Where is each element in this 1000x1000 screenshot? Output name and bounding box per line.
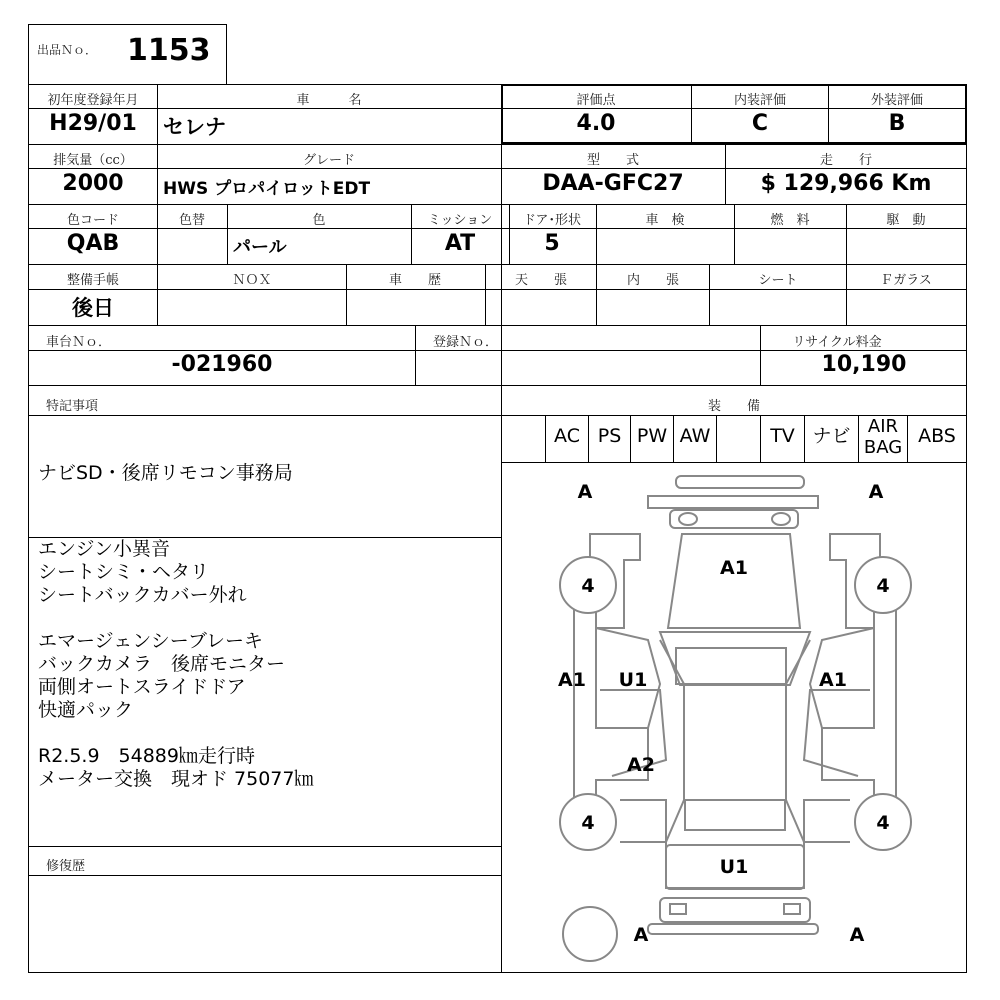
displacement-label: 排気量（cc） <box>53 153 133 168</box>
notes-line: シートバックカバー外れ <box>38 584 247 606</box>
equipment-airbag-top: AIR <box>867 416 899 437</box>
mileage-value: $ 129,966 Km <box>760 171 932 196</box>
fglass-label: Ｆガラス <box>880 273 932 288</box>
equipment-ac: AC <box>554 425 580 447</box>
grade-value: HWS プロパイロットEDT <box>163 179 371 199</box>
manual-label: 整備手帳 <box>66 273 120 288</box>
equipment-blank-2 <box>717 422 760 452</box>
year-label: 初年度登録年月 <box>47 93 139 108</box>
mission-label: ミッション <box>427 213 493 228</box>
exterior-label: 外装評価 <box>870 93 924 108</box>
seat-label: シート <box>758 273 798 288</box>
mark-tire-front-right: 4 <box>876 575 890 597</box>
color-label: 色 <box>312 213 326 228</box>
lot-number-label: 出品Ｎｏ． <box>37 43 98 57</box>
equipment-pw: PW <box>636 425 668 447</box>
recycle-value: 10,190 <box>821 352 907 377</box>
equipment-airbag-bottom: BAG <box>863 437 903 458</box>
notes-line <box>38 607 313 630</box>
equipment-aw: AW <box>679 425 711 447</box>
mark-left-side: A1 <box>558 669 586 691</box>
notes-line: メーター交換 現オド 75077㎞ <box>38 768 314 790</box>
grade-label: グレード <box>302 153 356 168</box>
name-value: セレナ <box>163 115 226 139</box>
sunroof-label: 天 張 <box>514 273 568 288</box>
equipment-label: 装 備 <box>707 399 761 414</box>
notes-line: 快適パック <box>38 699 134 721</box>
mission-value: AT <box>444 231 476 256</box>
notes-line: 両側オートスライドドア <box>38 676 246 698</box>
notes-line: バックカメラ 後席モニター <box>38 653 286 675</box>
color-code-value: QAB <box>66 231 120 256</box>
mark-tire-front-left: 4 <box>581 575 595 597</box>
registration-label: 登録Ｎｏ． <box>433 335 499 350</box>
year-value: H29/01 <box>49 111 137 136</box>
score-value: 4.0 <box>576 111 616 136</box>
notes-line: エンジン小異音 <box>38 538 171 560</box>
inner-label: 内 張 <box>626 273 680 288</box>
mark-hood: A1 <box>720 557 748 579</box>
fuel-label: 燃 料 <box>770 213 810 228</box>
interior-value: C <box>751 111 769 136</box>
equipment-ps: PS <box>597 425 622 447</box>
chassis-value: -021960 <box>171 352 273 377</box>
notes-line: R2.5.9 54889㎞走行時 <box>38 745 255 767</box>
score-label: 評価点 <box>576 93 616 108</box>
mark-left-rear-door: A2 <box>627 754 655 776</box>
displacement-value: 2000 <box>62 171 124 196</box>
doors-value: 5 <box>544 231 560 256</box>
drive-label: 駆 動 <box>886 213 926 228</box>
doors-label: ドア･形状 <box>522 213 582 228</box>
equipment-tv: TV <box>770 425 795 447</box>
inspection-label: 車 検 <box>645 213 685 228</box>
mark-tire-rear-left: 4 <box>581 812 595 834</box>
mileage-label: 走 行 <box>819 153 873 168</box>
car-diagram <box>502 463 966 971</box>
color-change-label: 色替 <box>178 213 206 228</box>
repair-label: 修復歴 <box>46 859 86 874</box>
manual-value: 後日 <box>72 296 114 320</box>
color-code-label: 色コード <box>66 213 120 228</box>
color-value: パール <box>233 237 287 258</box>
model-value: DAA-GFC27 <box>542 171 684 196</box>
lot-number: 1153 <box>127 33 211 68</box>
mark-roof-left: U1 <box>618 669 648 691</box>
name-label: 車 名 <box>296 93 362 108</box>
notes-list <box>38 538 313 791</box>
notes-line <box>38 722 313 745</box>
equipment-abs: ABS <box>918 425 956 447</box>
notes-label: 特記事項 <box>46 399 99 414</box>
mark-trunk: U1 <box>719 856 749 878</box>
mark-rear-left: A <box>633 924 649 946</box>
notes-line: シートシミ・ヘタリ <box>38 561 210 583</box>
equipment-navi: ナビ <box>812 425 851 447</box>
lot-number-box <box>28 24 227 85</box>
exterior-value: B <box>888 111 906 136</box>
mark-front-left: A <box>577 481 593 503</box>
notes-summary: ナビSD・後席リモコン事務局 <box>38 462 293 484</box>
mark-right-side: A1 <box>819 669 847 691</box>
model-label: 型 式 <box>586 153 640 168</box>
mark-tire-rear-right: 4 <box>876 812 890 834</box>
interior-label: 内装評価 <box>733 93 787 108</box>
mark-rear-right: A <box>849 924 865 946</box>
notes-line: エマージェンシーブレーキ <box>38 630 264 652</box>
mark-front-right: A <box>868 481 884 503</box>
nox-label: ＮＯＸ <box>232 273 272 288</box>
chassis-label: 車台Ｎｏ． <box>46 335 112 350</box>
recycle-label: リサイクル料金 <box>792 335 882 350</box>
equipment-blank <box>502 422 545 452</box>
history-label: 車 歴 <box>388 273 442 288</box>
